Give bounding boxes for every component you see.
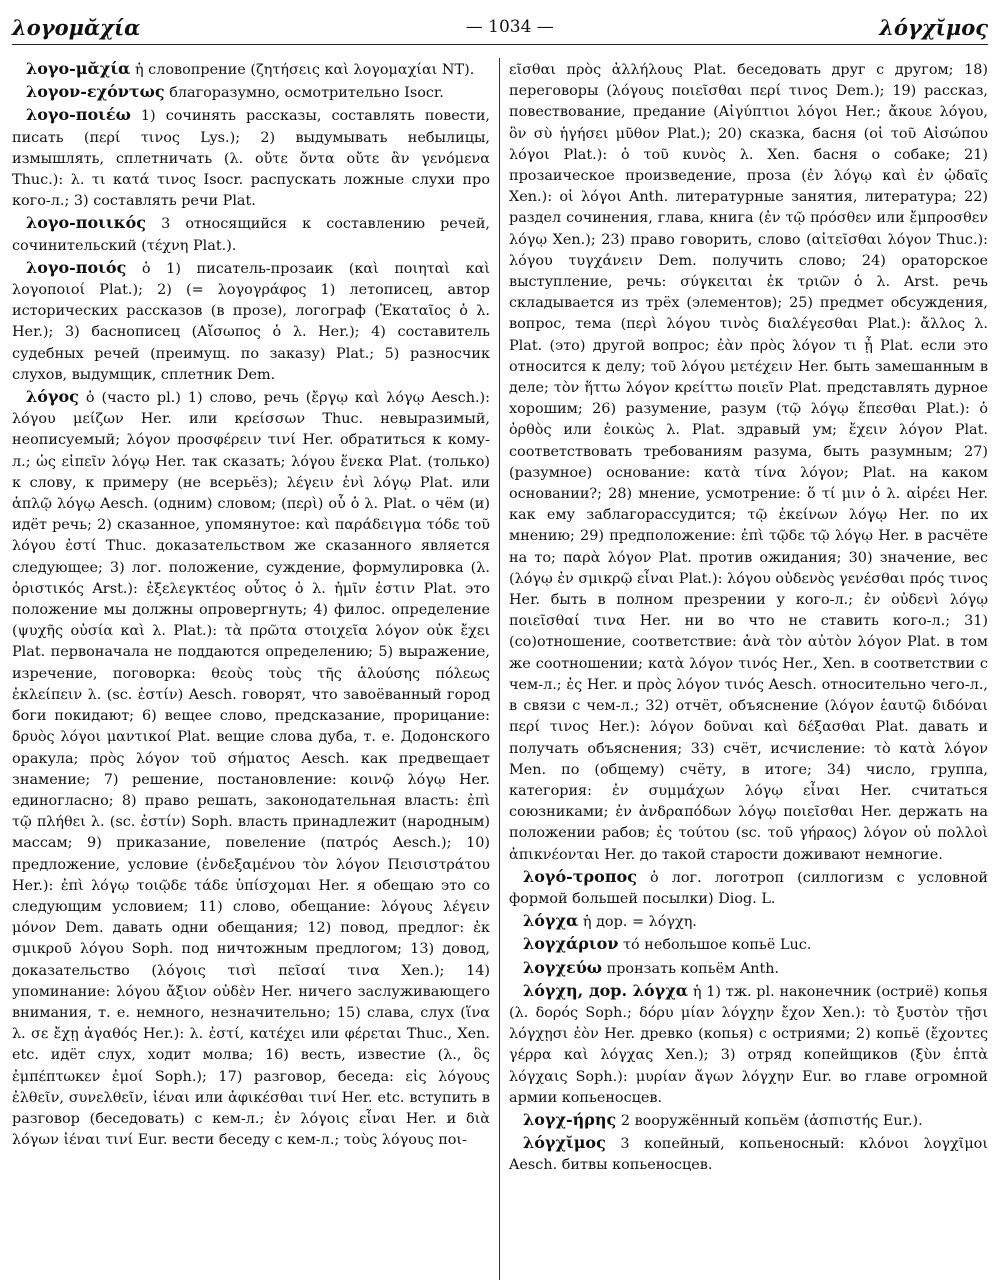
entry-text: τό небольшое копьё Luc.: [618, 937, 812, 954]
entry-text: пронзать копьём Anth.: [602, 960, 780, 977]
entry-text: ἡ дор. = λόγχη.: [578, 914, 697, 931]
header-right-word: λόγχῐμος: [879, 14, 988, 40]
entry-lemma: λόγος: [26, 387, 79, 407]
dictionary-entry: [12, 81, 490, 104]
entry-text: 2 вооружённый копьём (ἀσπιστής Eur.).: [616, 1112, 923, 1129]
entry-lemma: λογό-τροπος: [523, 866, 637, 886]
dictionary-entry: [509, 866, 988, 910]
right-column: [500, 58, 988, 1280]
entry-text: ὁ 1) писатель-прозаик (καὶ ποιηταὶ καὶ λογοποιοί Plat.); 2) (= λογογράφος 1) летописец, автор исторических рассказов (в прозе), логограф (Ἑκαταῖος ὁ λ. Her.); 3) баснописец (Αἴσωπος ὁ λ. Her.); 4) составитель судебных речей (преимущ. по заказу) Plat.; 5) разносчик слухов, выдумщик, сплетник Dem.: [12, 260, 490, 383]
entry-lemma: λογο-μᾰχία: [26, 59, 131, 78]
page-number: — 1034 —: [465, 17, 554, 37]
dictionary-entry: [509, 1109, 988, 1132]
page-header: [12, 10, 988, 45]
dictionary-entry: [12, 386, 490, 1151]
entry-lemma: λόγχῐμος: [523, 1133, 606, 1153]
dictionary-entry: [12, 58, 490, 81]
dictionary-entry: [509, 980, 988, 1109]
entry-text: ὁ лог. логотроп (силлогизм с условной формой большей посылки) Diog. L.: [509, 869, 988, 907]
entry-text: 3 копейный, копьеносный: κλόνοι λογχῖμοι Aesch. битвы копьеносцев.: [509, 1136, 988, 1174]
entry-text: ἡ 1) тж. pl. наконечник (остриё) копья (λ. δορός Soph.; δόρυ μίαν λόγχην ἔχον Xen.): τὸ ξυστὸν τῇσι λόγχῃσι ἐὸν Her. древко (копья) с остриями; 2) копьё (ἔχοντες γέρρα καὶ λόγχας Xen.); 3) отряд копейщиков (ξὺν ἑπτὰ λόγχαις Soph.): μυρίαν ἄγων λόγχην Eur. во главе огромной армии копьеносцев.: [509, 983, 988, 1106]
entry-lemma: λογο-ποιέω: [26, 105, 131, 125]
entry-lemma: λογο-ποιικός: [26, 213, 147, 233]
dictionary-entry-continued: [509, 58, 988, 866]
entry-lemma: λογχάριον: [523, 934, 619, 954]
dictionary-columns: [12, 58, 988, 1280]
entry-lemma: λογον-εχόντως: [26, 82, 165, 102]
entry-lemma: λόγχα: [523, 911, 579, 931]
entry-lemma: λογο-ποιός: [26, 257, 127, 277]
dictionary-entry: [12, 212, 490, 256]
dictionary-entry: [509, 910, 988, 933]
dictionary-entry: [12, 104, 490, 212]
dictionary-entry: [509, 957, 988, 980]
entry-text: εῖσθαι πρὸς ἀλλήλους Plat. беседовать друг с другом; 18) переговоры (λόγους ποιεῖσθαι περί τινος Dem.); 19) рассказ, повествование, предание (Αἰγύπτιοι λόγοι Her.; ἄκουε λόγου, ὃν σὺ ἡγήσει μῦθον Plat.); 20) сказка, басня (οἱ τοῦ Αἰσώπου λόγοι Plat.): ὁ τοῦ κυνὸς λ. Xen. басня о собаке; 21) прозаическое произведение, проза (ἐν λόγῳ καὶ ἐν ᾠδαῖς Xen.): οἱ λόγοι Anth. литературные занятия, литература; 22) раздел сочинения, глава, книга (ἐν τῷ πρόσθεν или ἔμπροσθεν λόγῳ Xen.); 23) право говорить, слово (αἰτεῖσθαι λόγον Thuc.): λόγου τυγχάνειν Dem. получить слово; 24) ораторское выступление, речь: σύγκειται ἐκ τριῶν ὁ λ. Arst. речь складывается из трёх (элементов); 25) предмет обсуждения, вопрос, тема (περὶ λόγου τινὸς διαλέγεσθαι Plat.): ἄλλος λ. Plat. (это) другой вопрос; ἐὰν πρὸς λόγον τι ᾖ Plat. если это относится к делу; τοῦ λόγου μετέχειν Her. быть замешанным в деле; τὸν ἥττω λόγον κρείττω ποιεῖν Plat. представлять дурное хорошим; 26) разумение, разум (τῷ λόγῳ ἕπεσθαι Plat.): ὁ ὀρθὸς или ἐοικὼς λ. Plat. здравый ум; ἔχειν λόγον Plat. соответствовать требованиям разума, быть разумным; 27) (разумное) основание: κατὰ τίνα λόγον; Plat. на каком основании?; 28) мнение, усмотрение: ὅ τί μιν ὁ λ. αἱρέει Her. как ему заблагорассудится; τῷ ἐκείνων λόγῳ Her. по их мнению; 29) предположение: ἐπὶ τῷδε τῷ λόγῳ Her. в расчёте на то; παρὰ λόγον Plat. против ожидания; 30) значение, вес (λόγῳ ἐν σμικρῷ εἶναι Plat.): λόγου οὐδενὸς γενέσθαι πρός τινος Her. быть в полном презрении у кого-л.; ἐν οὐδενὶ λόγῳ ποιεῖσθαί τινα Her. ни во что не ставить кого-л.; 31) (со)отношение, соответствие: ἀνὰ τὸν αὐτὸν λόγον Plat. в том же соотношении; κατὰ λόγον τινός Her., Xen. в соответствии с чем-л.; ἐς Her. и πρὸς λόγον τινός Aesch. относительно чего-л., в связи с чем-л.; 32) отчёт, объяснение (λόγον ἑαυτῷ διδόναι περί τινος Her.): λόγον δοῦναι καὶ δέξασθαι Plat. давать и получать объяснения; 33) счёт, исчисление: τὸ κατὰ λόγον Men. по (общему) счёту, в итоге; 34) число, группа, категория: ἐν συμμάχων λόγῳ εἶναι Her. считаться союзниками; ἐν ἀνδραπόδων λόγῳ ποιεῖσθαι Her. держать на положении рабов; ἐς τούτου (sc. τοῦ γήραος) λόγον οὐ πολλοὶ ἀπικνέονται Her. до такой старости доживают немногие.: [509, 62, 988, 863]
dictionary-entry: [509, 933, 988, 956]
left-column: [12, 58, 500, 1280]
entry-text: благоразумно, осмотрительно Isocr.: [164, 85, 444, 102]
header-left-word: λογομᾰχία: [12, 14, 141, 40]
entry-lemma: λογχεύω: [523, 957, 603, 977]
entry-text: 1) сочинять рассказы, составлять повести, писать (περί τινος Lys.); 2) выдумывать небылицы, измышлять, сплетничать (λ. οὔτε ὄντα οὔτε ἂν γενόμενα Thuc.): λ. τι κατά τινος Isocr. распускать ложные слухи про кого-л.; 3) составлять речи Plat.: [12, 108, 490, 210]
entry-text: ἡ словопрение (ζητήσεις καὶ λογομαχίαι NT).: [130, 62, 475, 78]
entry-text: 3 относящийся к составлению речей, сочинительский (τέχνη Plat.).: [12, 216, 490, 254]
entry-lemma: λογχ-ήρης: [523, 1109, 617, 1129]
dictionary-entry: [12, 257, 490, 386]
entry-lemma: λόγχη, дор. λόγχα: [523, 980, 689, 1000]
entry-text: ὁ (часто pl.) 1) слово, речь (ἔργῳ καὶ λόγῳ Aesch.): λόγου μείζων Her. или κρείσσων Thuc. невыразимый, неописуемый; λόγον προσφέρειν τινί Her. обратиться к кому-л.; ὡς εἰπεῖν λόγῳ Her. так сказать; λόγου ἕνεκα Plat. (только) к слову, к примеру (не всерьёз); λέγειν ἑνὶ λόγῳ Plat. или ἁπλῷ λόγῳ Aesch. (одним) словом; (περὶ) οὗ ὁ λ. Plat. о чём (и) идёт речь; 2) сказанное, упомянутое: καὶ παράδειγμα τόδε τοῦ λόγου ἐστί Thuc. доказательством же сказанного является следующее; 3) лог. положение, суждение, формулировка (λ. ὁριστικός Arst.): ἐξελεγκτέος οὗτος ὁ λ. ἡμῖν ἐστιν Plat. это положение мы должны опровергнуть; 4) филос. определение (ψυχῆς οὐσία καὶ λ. Plat.): τὰ πρῶτα στοιχεῖα λόγον οὐκ ἔχει Plat. первоначала не поддаются определению; 5) выражение, изречение, поговорка: θεοὺς τοὺς τῆς ἁλούσης πόλεως ἐκλείπειν λ. (sc. ἐστίν) Aesch. говорят, что завоёванный город боги покидают; 6) вещее слово, предсказание, прорицание: δρυὸς λόγοι μαντικοί Plat. вещие слова дуба, т. е. Додонского оракула; πρὸς λόγον τοῦ σήματος Aesch. как предвещает знамение; 7) решение, постановление: κοινῷ λόγῳ Her. единогласно; 8) право решать, законодательная власть: ἐπὶ τῷ πλήθει λ. (sc. ἐστίν) Soph. власть принадлежит (народным) массам; 9) приказание, повеление (πατρός Aesch.); 10) предложение, условие (ἐνδεξαμένου τὸν λόγον Πεισιστράτου Her.): ἐπὶ λόγῳ τοιῷδε τάδε ὑπίσχομαι Her. я обещаю это со следующим условием; 11) слово, обещание: λόγους λέγειν μόνον Dem. давать одни обещания; 12) повод, предлог: ἐκ σμικροῦ λόγου Soph. под ничтожным предлогом; 13) довод, доказательство (λόγοις τισὶ πεῖσαί τινα Xen.); 14) упоминание: λόγου ἄξιον οὐδὲν Her. ничего заслуживающего внимания, т. е. немного, незначительно; 15) слава, слух (ἵνα λ. σε ἔχῃ ἀγαθός Her.): λ. ἐστί, κατέχει или φέρεται Thuc., Xen. etc. идёт слух, ходит молва; 16) весть, известие (λ., ὃς ἐμπέπτωκεν ἐμοί Soph.); 17) разговор, беседа: εἰς λόγους ἐλθεῖν, συνελθεῖν, ἰέναι или ἀφικέσθαι τινί Her. etc. вступить в разговор (беседовать) с кем-л.; ἐν λόγοις εἶναι Her. и διὰ λόγων ἰέναι τινί Eur. вести беседу с кем-л.; τοὺς λόγους ποι-: [12, 390, 490, 1149]
dictionary-entry: [509, 1132, 988, 1176]
